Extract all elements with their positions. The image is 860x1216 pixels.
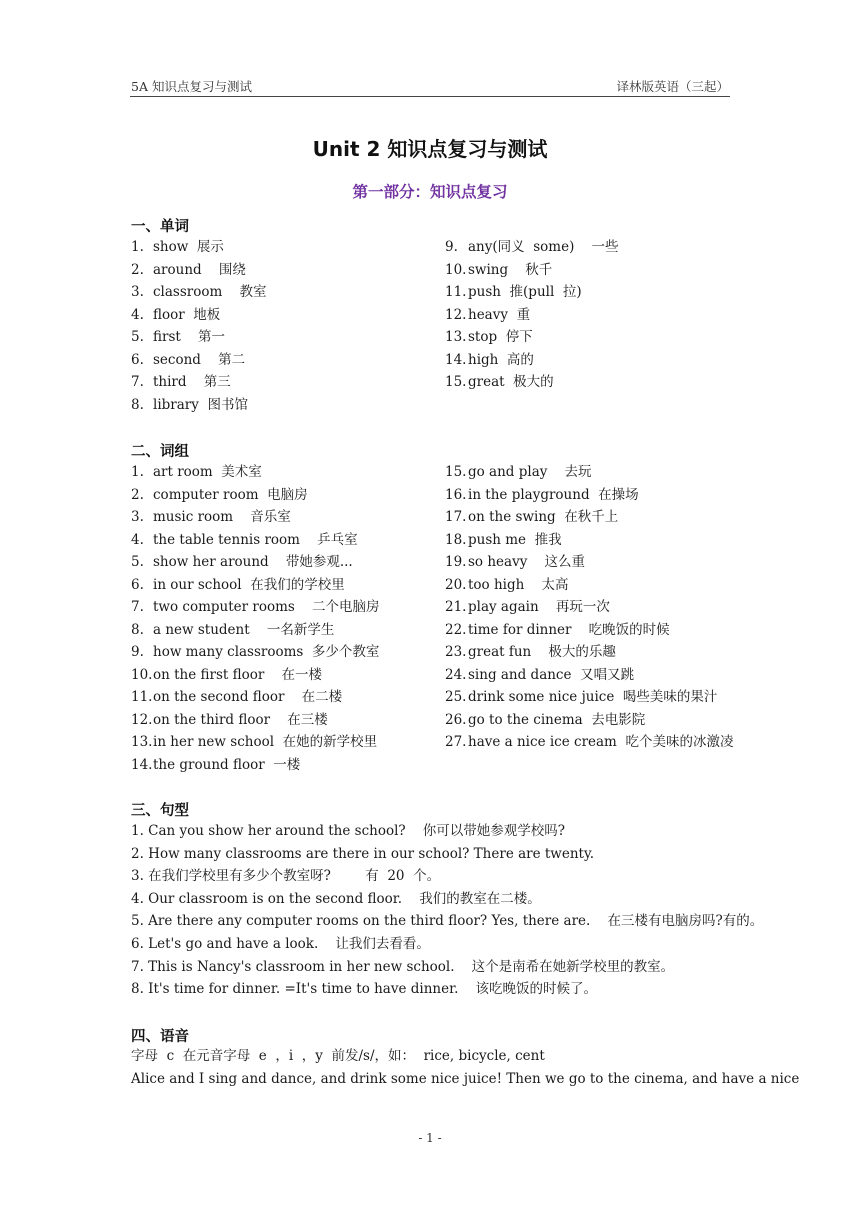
- item-text: on the first floor 在一楼: [153, 666, 322, 683]
- item-number: 7.: [131, 374, 144, 390]
- item-text: floor 地板: [153, 306, 221, 323]
- list-item: [445, 371, 619, 394]
- list-item: [445, 236, 619, 259]
- item-number: 9.: [445, 239, 458, 255]
- list-item: [131, 461, 380, 484]
- text-line: 4. Our classroom is on the second floor. 我们的教室在二楼。: [131, 890, 541, 907]
- list-item: [131, 281, 266, 304]
- item-text: great fun 极大的乐趣: [468, 644, 616, 660]
- item-text: great 极大的: [468, 374, 554, 390]
- list-item: [445, 641, 733, 664]
- list-item: [445, 574, 733, 597]
- item-text: on the swing 在秋千上: [468, 509, 619, 525]
- item-number: 19.: [445, 554, 467, 570]
- list-item: [131, 349, 266, 372]
- item-text: art room 美术室: [153, 464, 262, 480]
- item-text: so heavy 这么重: [468, 554, 585, 570]
- list-item: [445, 619, 733, 642]
- words-list-right: [445, 236, 619, 394]
- list-item: [131, 529, 380, 552]
- item-text: swing 秋千: [468, 261, 553, 278]
- item-number: 14.: [445, 351, 467, 368]
- text-line: Alice and I sing and dance, and drink some nice juice! Then we go to the cinema, and have a nice: [131, 1070, 800, 1087]
- text-line: 字母 c 在元音字母 e ，i ，y 前发/s/，如： rice, bicycle, cent: [131, 1048, 545, 1064]
- list-item: [131, 709, 380, 732]
- list-item: [131, 484, 380, 507]
- item-text: on the second floor 在二楼: [153, 689, 343, 705]
- item-number: 25.: [445, 689, 467, 705]
- list-item: [131, 236, 266, 259]
- item-number: 14.: [131, 756, 153, 773]
- item-number: 24.: [445, 666, 467, 683]
- item-text: go and play 去玩: [468, 464, 592, 480]
- phrases-list-left: [131, 461, 380, 776]
- item-number: 8.: [131, 396, 144, 413]
- item-text: any(同义 some) 一些: [468, 239, 619, 255]
- phrases-list-right: [445, 461, 733, 754]
- text-line: 7. This is Nancy's classroom in her new school. 这个是南希在她新学校里的教室。: [131, 958, 675, 975]
- section-heading-phonics: 四、语音: [131, 1029, 189, 1045]
- item-number: 1.: [131, 239, 144, 255]
- item-text: go to the cinema 去电影院: [468, 711, 646, 728]
- item-number: 16.: [445, 486, 467, 503]
- header-divider: [130, 96, 730, 97]
- item-number: 4.: [131, 531, 144, 548]
- item-text: music room 音乐室: [153, 509, 291, 525]
- sentences-list: [131, 820, 764, 1001]
- list-item: [445, 664, 733, 687]
- item-number: 13.: [445, 329, 467, 345]
- page-number: - 1 -: [418, 1131, 442, 1145]
- list-item: [445, 259, 619, 282]
- list-item: [131, 326, 266, 349]
- item-text: on the third floor 在三楼: [153, 711, 328, 728]
- item-text: stop 停下: [468, 329, 533, 345]
- item-number: 18.: [445, 531, 467, 548]
- item-text: around 围绕: [153, 261, 246, 278]
- list-item: [445, 484, 733, 507]
- item-text: second 第二: [153, 351, 246, 368]
- list-item: [131, 259, 266, 282]
- item-number: 13.: [131, 734, 153, 750]
- item-text: show her around 带她参观...: [153, 554, 353, 570]
- list-item: [131, 394, 266, 417]
- list-item: [131, 731, 380, 754]
- item-text: drink some nice juice 喝些美味的果汁: [468, 689, 718, 705]
- item-number: 21.: [445, 599, 467, 615]
- item-text: push me 推我: [468, 531, 562, 548]
- section-heading-sentences: 三、句型: [131, 803, 189, 819]
- item-number: 3.: [131, 284, 144, 300]
- header-left: 5A 知识点复习与测试: [131, 79, 252, 94]
- item-text: third 第三: [153, 374, 231, 390]
- list-item: [131, 641, 380, 664]
- item-number: 8.: [131, 621, 144, 638]
- item-number: 4.: [131, 306, 144, 323]
- item-number: 11.: [445, 284, 467, 300]
- words-list-left: [131, 236, 266, 416]
- item-text: too high 太高: [468, 576, 569, 593]
- item-number: 6.: [131, 576, 144, 593]
- item-text: classroom 教室: [153, 284, 267, 300]
- item-number: 15.: [445, 374, 467, 390]
- section-heading-words: 一、单词: [131, 219, 189, 235]
- text-line: 3. 在我们学校里有多少个教室呀? 有 20 个。: [131, 868, 441, 885]
- text-line: 6. Let's go and have a look. 让我们去看看。: [131, 935, 430, 952]
- item-number: 5.: [131, 554, 144, 570]
- phonics-list: [131, 1045, 800, 1090]
- item-number: 9.: [131, 644, 144, 660]
- list-item: [445, 551, 733, 574]
- text-line: 2. How many classrooms are there in our school? There are twenty.: [131, 845, 595, 862]
- item-number: 10.: [131, 666, 153, 683]
- list-item: [131, 664, 380, 687]
- item-text: sing and dance 又唱又跳: [468, 666, 635, 683]
- item-text: push 推(pull 拉): [468, 284, 582, 300]
- item-number: 22.: [445, 621, 467, 638]
- item-number: 26.: [445, 711, 467, 728]
- item-number: 5.: [131, 329, 144, 345]
- list-item: [445, 529, 733, 552]
- list-item: [445, 281, 619, 304]
- item-number: 12.: [445, 306, 467, 323]
- item-number: 12.: [131, 711, 153, 728]
- item-text: the ground floor 一楼: [153, 756, 301, 773]
- item-text: in her new school 在她的新学校里: [153, 734, 378, 750]
- list-item: [445, 506, 733, 529]
- item-number: 23.: [445, 644, 467, 660]
- item-number: 10.: [445, 261, 467, 278]
- page-title: Unit 2 知识点复习与测试: [312, 137, 548, 161]
- item-text: show 展示: [153, 239, 224, 255]
- list-item: [131, 506, 380, 529]
- item-number: 3.: [131, 509, 144, 525]
- item-text: play again 再玩一次: [468, 599, 610, 615]
- list-item: [445, 709, 733, 732]
- item-text: have a nice ice cream 吃个美味的冰激凌: [468, 734, 734, 750]
- item-number: 7.: [131, 599, 144, 615]
- item-text: in the playground 在操场: [468, 486, 639, 503]
- item-text: time for dinner 吃晚饭的时候: [468, 621, 670, 638]
- item-number: 2.: [131, 486, 144, 503]
- header-right: 译林版英语（三起）: [616, 79, 729, 94]
- item-number: 27.: [445, 734, 467, 750]
- list-item: [131, 619, 380, 642]
- text-line: 8. It's time for dinner. =It's time to have dinner. 该吃晚饭的时候了。: [131, 981, 598, 998]
- item-text: high 高的: [468, 351, 534, 368]
- item-number: 11.: [131, 689, 153, 705]
- page-subtitle: 第一部分：知识点复习: [352, 183, 508, 201]
- text-line: 5. Are there any computer rooms on the third floor? Yes, there are. 在三楼有电脑房吗?有的。: [131, 913, 764, 930]
- item-text: two computer rooms 二个电脑房: [153, 599, 380, 615]
- item-text: a new student 一名新学生: [153, 621, 335, 638]
- list-item: [131, 686, 380, 709]
- item-text: first 第一: [153, 329, 225, 345]
- list-item: [445, 596, 733, 619]
- item-text: how many classrooms 多少个教室: [153, 644, 380, 660]
- section-heading-phrases: 二、词组: [131, 444, 189, 460]
- list-item: [131, 754, 380, 777]
- text-line: 1. Can you show her around the school? 你可以带她参观学校吗?: [131, 823, 566, 839]
- item-number: 6.: [131, 351, 144, 368]
- list-item: [131, 371, 266, 394]
- list-item: [445, 686, 733, 709]
- list-item: [131, 304, 266, 327]
- item-text: library 图书馆: [153, 396, 248, 413]
- item-text: the table tennis room 乒乓室: [153, 531, 358, 548]
- list-item: [445, 326, 619, 349]
- list-item: [445, 731, 733, 754]
- item-number: 17.: [445, 509, 467, 525]
- list-item: [445, 304, 619, 327]
- list-item: [131, 596, 380, 619]
- item-number: 20.: [445, 576, 467, 593]
- list-item: [445, 461, 733, 484]
- item-number: 2.: [131, 261, 144, 278]
- list-item: [131, 551, 380, 574]
- item-text: heavy 重: [468, 306, 531, 323]
- list-item: [445, 349, 619, 372]
- item-number: 1.: [131, 464, 144, 480]
- item-text: in our school 在我们的学校里: [153, 576, 345, 593]
- item-text: computer room 电脑房: [153, 486, 308, 503]
- item-number: 15.: [445, 464, 467, 480]
- list-item: [131, 574, 380, 597]
